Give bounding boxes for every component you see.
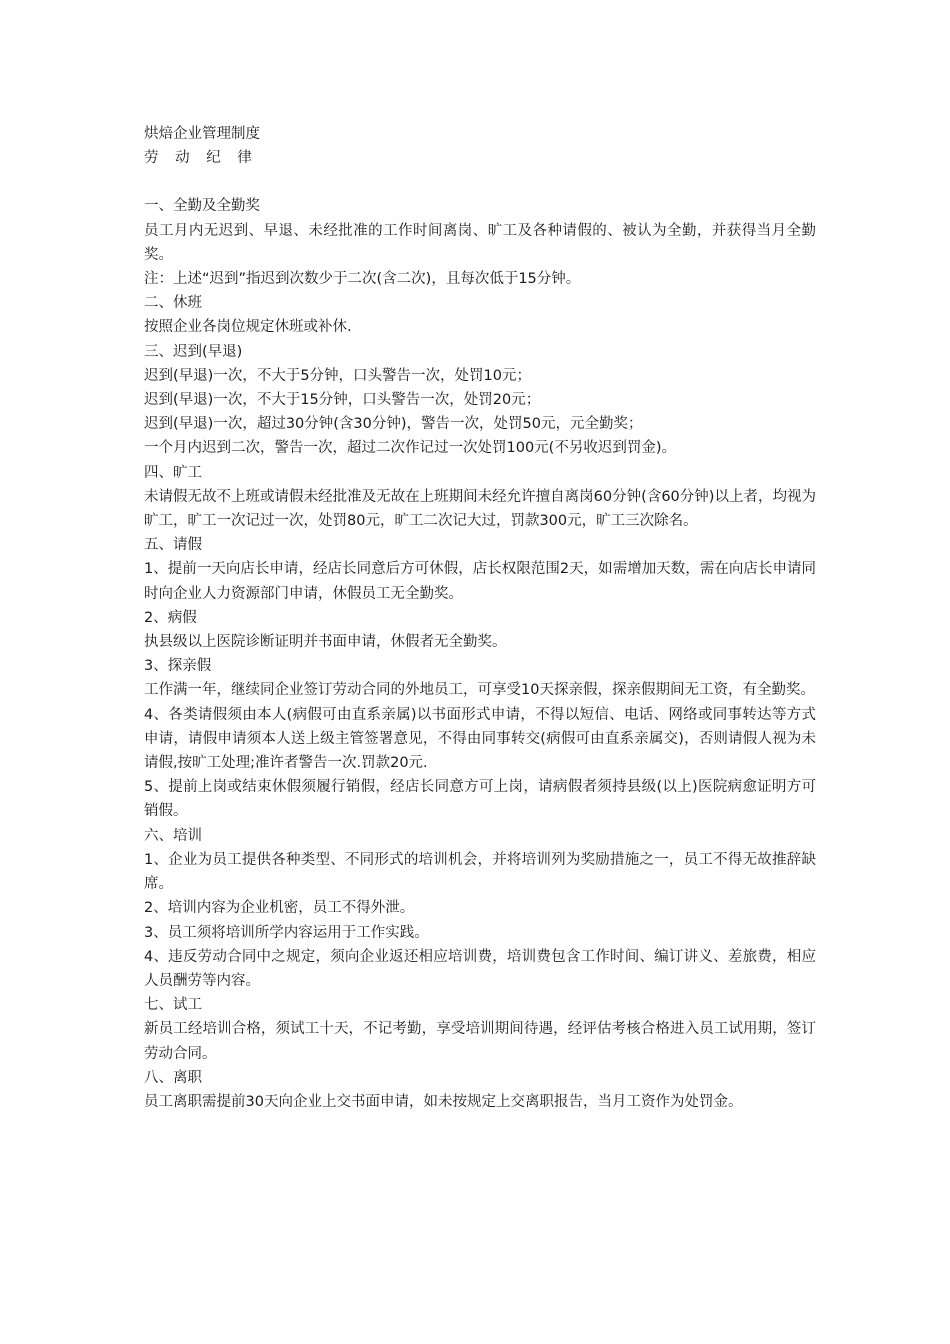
paragraph: 未请假无故不上班或请假未经批准及无故在上班期间未经允许擅自离岗60分钟(含60分钟)以上者，均视为旷工，旷工一次记过一次，处罚80元，旷工二次记大过，罚款300元，旷工三次除名。 bbox=[144, 488, 816, 530]
paragraph: 5、提前上岗或结束休假须履行销假，经店长同意方可上岗，请病假者须持县级(以上)医院病愈证明方可销假。 bbox=[144, 779, 816, 820]
paragraph: 迟到(早退)一次，不大于5分钟，口头警告一次，处罚10元； bbox=[144, 367, 531, 384]
paragraph: 1、提前一天向店长申请，经店长同意后方可休假，店长权限范围2天，如需增加天数，需在向店长申请同时向企业人力资源部门申请，休假员工无全勤奖。 bbox=[144, 561, 816, 602]
paragraph: 4、违反劳动合同中之规定，须向企业返还相应培训费，培训费包含工作时间、编订讲义、差旅费，相应人员酬劳等内容。 bbox=[144, 948, 816, 989]
paragraph: 1、企业为员工提供各种类型、不同形式的培训机会，并将培训列为奖励措施之一，员工不得无故推辞缺席。 bbox=[144, 851, 816, 893]
document-body bbox=[144, 122, 816, 1114]
blank-line bbox=[144, 170, 816, 194]
paragraph: 2、病假 bbox=[144, 609, 197, 626]
paragraph: 迟到(早退)一次，超过30分钟(含30分钟)，警告一次，处罚50元，元全勤奖； bbox=[144, 416, 643, 433]
paragraph: 迟到(早退)一次，不大于15分钟，口头警告一次，处罚20元； bbox=[144, 392, 541, 409]
paragraph: 执县级以上医院诊断证明并书面申请，休假者无全勤奖。 bbox=[144, 634, 507, 651]
paragraph: 4、各类请假须由本人(病假可由直系亲属)以书面形式申请，不得以短信、电话、网络或同事转达等方式申请，请假申请须本人送上级主管签署意见，不得由同事转交(病假可由直系亲属交)，否则请假人视为未请假,按旷工处理;准许者警告一次.罚款20元. bbox=[144, 706, 816, 772]
paragraph: 员工月内无迟到、早退、未经批准的工作时间离岗、旷工及各种请假的、被认为全勤，并获得当月全勤奖。 bbox=[144, 222, 816, 263]
section-heading-training: 六、培训 bbox=[144, 827, 202, 844]
paragraph: 工作满一年，继续同企业签订劳动合同的外地员工，可享受10天探亲假，探亲假期间无工资，有全勤奖。 bbox=[144, 682, 815, 699]
paragraph: 新员工经培训合格，须试工十天，不记考勤，享受培训期间待遇，经评估考核合格进入员工试用期，签订劳动合同。 bbox=[144, 1021, 816, 1062]
section-heading-absence: 四、旷工 bbox=[144, 464, 202, 481]
paragraph: 注：上述“迟到”指迟到次数少于二次(含二次)，且每次低于15分钟。 bbox=[144, 271, 581, 288]
paragraph: 3、员工须将培训所学内容运用于工作实践。 bbox=[144, 924, 429, 941]
section-heading-late: 三、迟到(早退) bbox=[144, 343, 243, 360]
paragraph: 3、探亲假 bbox=[144, 658, 212, 675]
section-heading-trial: 七、试工 bbox=[144, 997, 202, 1014]
section-heading-resignation: 八、离职 bbox=[144, 1069, 202, 1086]
section-heading-leave: 五、请假 bbox=[144, 537, 202, 554]
document-subtitle: 劳 动 纪 律 bbox=[144, 150, 258, 167]
paragraph: 按照企业各岗位规定休班或补休. bbox=[144, 319, 352, 336]
section-heading-rest: 二、休班 bbox=[144, 295, 202, 312]
section-heading-attendance: 一、全勤及全勤奖 bbox=[144, 198, 260, 215]
paragraph: 2、培训内容为企业机密，员工不得外泄。 bbox=[144, 900, 415, 917]
paragraph: 一个月内迟到二次，警告一次，超过二次作记过一次处罚100元(不另收迟到罚金)。 bbox=[144, 440, 676, 457]
paragraph: 员工离职需提前30天向企业上交书面申请，如未按规定上交离职报告，当月工资作为处罚金。 bbox=[144, 1093, 743, 1110]
document-title: 烘焙企业管理制度 bbox=[144, 126, 260, 142]
